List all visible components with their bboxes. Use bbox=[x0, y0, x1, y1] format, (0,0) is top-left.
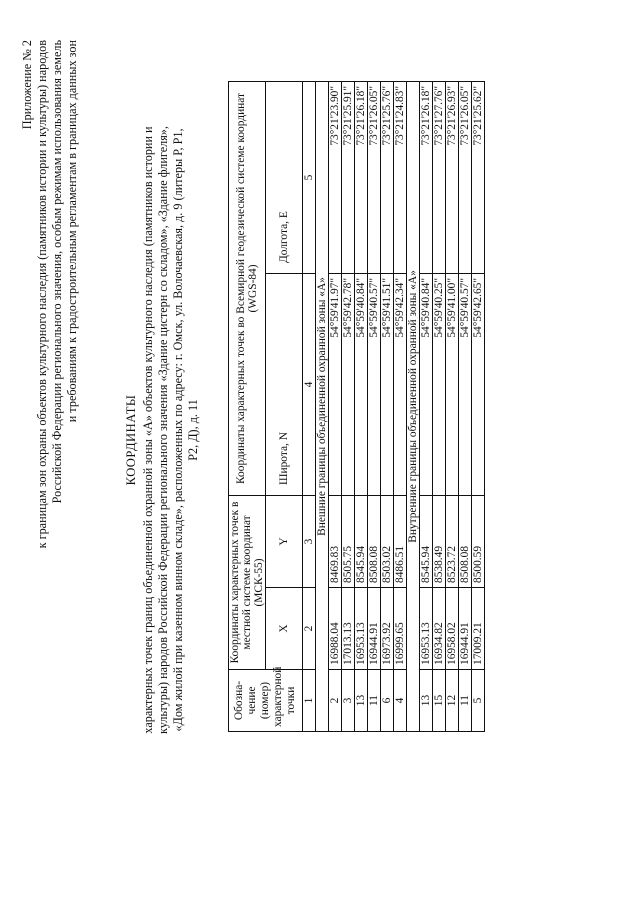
document-title: КООРДИНАТЫ bbox=[124, 394, 138, 486]
x-value: 16973.92 bbox=[381, 588, 394, 670]
column-numbers-row bbox=[303, 81, 316, 731]
outer-boundary-rows bbox=[329, 81, 407, 731]
table-header-row bbox=[229, 81, 266, 731]
point-number: 5 bbox=[472, 670, 485, 732]
point-number: 12 bbox=[446, 670, 459, 732]
x-value: 16953.13 bbox=[355, 588, 368, 670]
column-number: 2 bbox=[303, 588, 316, 670]
table-row bbox=[381, 81, 394, 731]
y-value: 8469.83 bbox=[329, 495, 342, 587]
coordinates-table bbox=[228, 81, 485, 732]
table-row bbox=[446, 81, 459, 731]
x-value: 16944.91 bbox=[368, 588, 381, 670]
appendix-header bbox=[20, 40, 81, 640]
longitude-value: 73°21'26.18" bbox=[355, 81, 368, 273]
longitude-value: 73°21'25.91" bbox=[342, 81, 355, 273]
point-number: 11 bbox=[368, 670, 381, 732]
column-number: 4 bbox=[303, 273, 316, 495]
point-number: 11 bbox=[459, 670, 472, 732]
point-number: 15 bbox=[433, 670, 446, 732]
longitude-value: 73°21'25.76" bbox=[381, 81, 394, 273]
latitude-value: 54°59'40.84" bbox=[355, 273, 368, 495]
y-value: 8500.59 bbox=[472, 495, 485, 587]
point-number: 3 bbox=[342, 670, 355, 732]
point-number: 4 bbox=[394, 670, 407, 732]
latitude-value: 54°59'41.51" bbox=[381, 273, 394, 495]
point-designation-header: Обозна- чение (номер) характерной точки bbox=[229, 670, 303, 732]
point-number: 13 bbox=[355, 670, 368, 732]
appendix-number: Приложение № 2 bbox=[20, 40, 34, 130]
longitude-value: 73°21'23.90" bbox=[329, 81, 342, 273]
x-value: 17009.21 bbox=[472, 588, 485, 670]
table-row bbox=[342, 81, 355, 731]
x-value: 16944.91 bbox=[459, 588, 472, 670]
subtitle-line: характерных точек границ объединенной охранной зоны «А» объектов культурного наследия (памятников истории и bbox=[141, 126, 155, 734]
y-value: 8503.02 bbox=[381, 495, 394, 587]
y-value: 8545.94 bbox=[355, 495, 368, 587]
longitude-value: 73°21'26.05" bbox=[459, 81, 472, 273]
x-header: X bbox=[266, 588, 303, 670]
table-row bbox=[329, 81, 342, 731]
y-value: 8505.75 bbox=[342, 495, 355, 587]
table-row bbox=[394, 81, 407, 731]
wgs-coords-header: Координаты характерных точек во Всемирной геодезической системе координат (WGS-84) bbox=[229, 81, 266, 495]
latitude-value: 54°59'41.00" bbox=[446, 273, 459, 495]
x-value: 17013.13 bbox=[342, 588, 355, 670]
y-header: Y bbox=[266, 495, 303, 587]
inner-boundary-title: Внутренние границы объединенной охранной зоны «А» bbox=[407, 81, 420, 731]
table-subheader-row bbox=[266, 81, 303, 731]
x-value: 16999.65 bbox=[394, 588, 407, 670]
subtitle-line: «Дом жилой при казенном винном складе», расположенных по адресу: г. Омск, ул. Волочаевская, д. 9 (литеры Р, Р1, bbox=[170, 128, 185, 732]
x-value: 16958.02 bbox=[446, 588, 459, 670]
column-number: 3 bbox=[303, 495, 316, 587]
inner-boundary-rows bbox=[420, 81, 485, 731]
latitude-header: Широта, N bbox=[266, 273, 303, 495]
longitude-value: 73°21'26.05" bbox=[368, 81, 381, 273]
y-value: 8523.72 bbox=[446, 495, 459, 587]
appendix-line: и требованиям к градостроительным регламентам в границах данных зон bbox=[65, 40, 80, 423]
table-row bbox=[420, 81, 433, 731]
table-row bbox=[472, 81, 485, 731]
y-value: 8545.94 bbox=[420, 495, 433, 587]
subtitle-line: Р2, Д), д. 11 bbox=[185, 399, 200, 461]
section-row bbox=[316, 81, 329, 731]
local-coords-header: Координаты характерных точек в местной системе координат (МСК-55) bbox=[229, 495, 266, 669]
table-row bbox=[459, 81, 472, 731]
subtitle-line: культуры) народов Российской Федерации регионального значения «Здание цистерн со складом», «Здание флигеля», bbox=[155, 126, 170, 734]
y-value: 8508.08 bbox=[459, 495, 472, 587]
latitude-value: 54°59'40.57" bbox=[459, 273, 472, 495]
latitude-value: 54°59'42.65" bbox=[472, 273, 485, 495]
column-number: 5 bbox=[303, 81, 316, 273]
latitude-value: 54°59'41.97" bbox=[329, 273, 342, 495]
latitude-value: 54°59'42.78" bbox=[342, 273, 355, 495]
appendix-line: к границам зон охраны объектов культурного наследия (памятников истории и культуры) народов bbox=[35, 40, 50, 549]
column-number: 1 bbox=[303, 670, 316, 732]
y-value: 8538.49 bbox=[433, 495, 446, 587]
longitude-value: 73°21'24.83" bbox=[394, 81, 407, 273]
latitude-value: 54°59'40.84" bbox=[420, 273, 433, 495]
table-row bbox=[355, 81, 368, 731]
latitude-value: 54°59'40.57" bbox=[368, 273, 381, 495]
x-value: 16988.04 bbox=[329, 588, 342, 670]
document-subtitle bbox=[141, 105, 201, 755]
longitude-value: 73°21'25.62" bbox=[472, 81, 485, 273]
point-number: 2 bbox=[329, 670, 342, 732]
longitude-value: 73°21'26.18" bbox=[420, 81, 433, 273]
longitude-value: 73°21'26.93" bbox=[446, 81, 459, 273]
longitude-header: Долгота, E bbox=[266, 81, 303, 273]
point-number: 6 bbox=[381, 670, 394, 732]
table-row bbox=[433, 81, 446, 731]
x-value: 16934.82 bbox=[433, 588, 446, 670]
section-row bbox=[407, 81, 420, 731]
y-value: 8486.51 bbox=[394, 495, 407, 587]
appendix-line: Российской Федерации регионального значения, особым режимам использования земель bbox=[50, 40, 65, 504]
latitude-value: 54°59'40.25" bbox=[433, 273, 446, 495]
y-value: 8508.08 bbox=[368, 495, 381, 587]
latitude-value: 54°59'42.34" bbox=[394, 273, 407, 495]
point-number: 13 bbox=[420, 670, 433, 732]
longitude-value: 73°21'27.76" bbox=[433, 81, 446, 273]
outer-boundary-title: Внешние границы объединенной охранной зоны «А» bbox=[316, 81, 329, 731]
table-row bbox=[368, 81, 381, 731]
x-value: 16953.13 bbox=[420, 588, 433, 670]
